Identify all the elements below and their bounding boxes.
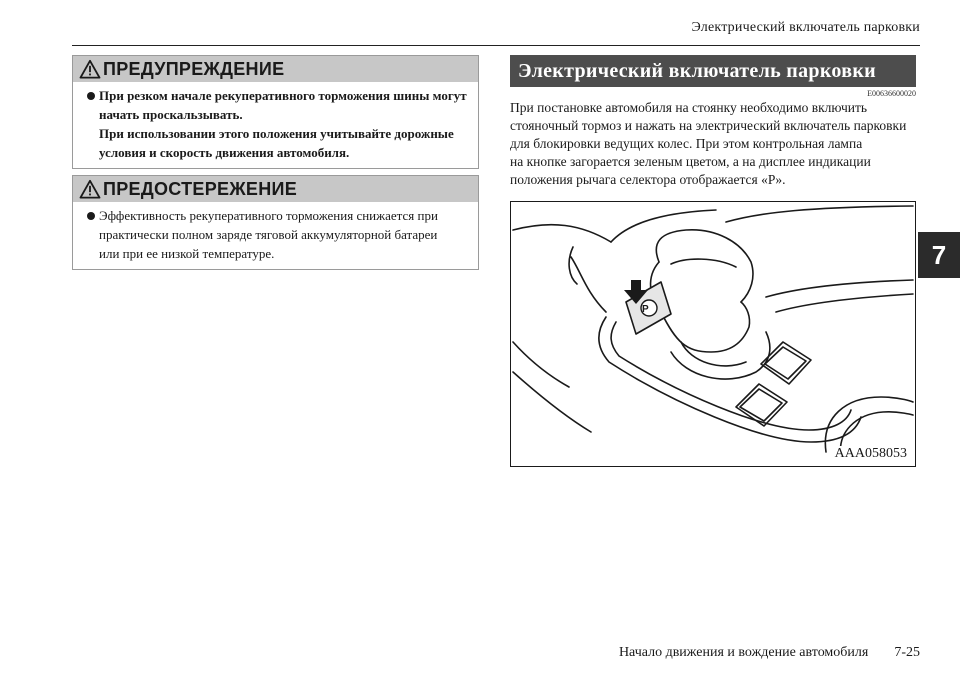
warning-title: ПРЕДУПРЕЖДЕНИЕ bbox=[103, 58, 285, 79]
chapter-tab[interactable]: 7 bbox=[918, 232, 960, 278]
caution-box bbox=[72, 175, 479, 270]
section-paragraph bbox=[510, 99, 916, 189]
caution-header bbox=[73, 176, 478, 202]
paragraph-line: на кнопке загорается зеленым цветом, а на дисплее индикации bbox=[510, 154, 871, 169]
warning-header bbox=[73, 56, 478, 82]
caution-triangle-icon bbox=[79, 179, 101, 199]
running-header: Электрический включатель парковки bbox=[691, 20, 920, 35]
caution-line: практически полном заряде тяговой аккумуляторной батареи bbox=[99, 227, 438, 242]
paragraph-line: При постановке автомобиля на стоянку необходимо включить bbox=[510, 100, 868, 115]
paragraph-line: положения рычага селектора отображается «P». bbox=[510, 172, 786, 187]
parking-switch-illustration bbox=[510, 201, 916, 467]
page-number: 7-25 bbox=[894, 645, 920, 660]
bullet-icon bbox=[87, 212, 95, 220]
caution-line: Эффективность рекуперативного торможения снижается при bbox=[99, 208, 438, 223]
header-rule bbox=[72, 45, 920, 46]
paragraph-line: для блокировки ведущих колес. При этом контрольная лампа bbox=[510, 136, 863, 151]
button-letter: P bbox=[642, 304, 649, 315]
warning-triangle-icon bbox=[79, 59, 101, 79]
warning-line: начать проскальзывать. bbox=[99, 107, 243, 122]
figure-code: AAA058053 bbox=[834, 446, 907, 461]
footer-chapter-title: Начало движения и вождение автомобиля bbox=[618, 645, 869, 660]
warning-box bbox=[72, 55, 479, 169]
caution-line: или при ее низкой температуре. bbox=[99, 246, 275, 261]
warning-bullet bbox=[83, 86, 468, 162]
page-footer bbox=[619, 645, 920, 661]
section-code: E00636600020 bbox=[867, 89, 916, 98]
bullet-icon bbox=[87, 92, 95, 100]
caution-bullet bbox=[83, 206, 468, 263]
caution-title: ПРЕДОСТЕРЕЖЕНИЕ bbox=[103, 178, 298, 199]
paragraph-line: стояночный тормоз и нажать на электрический включатель парковки bbox=[510, 118, 907, 133]
warning-line: При использовании этого положения учитывайте дорожные bbox=[99, 126, 454, 141]
section-heading-bar bbox=[510, 55, 916, 87]
warning-line: условия и скорость движения автомобиля. bbox=[99, 145, 350, 160]
warning-line: При резком начале рекуперативного торможения шины могут bbox=[99, 88, 467, 103]
section-title: Электрический включатель парковки bbox=[518, 59, 876, 82]
